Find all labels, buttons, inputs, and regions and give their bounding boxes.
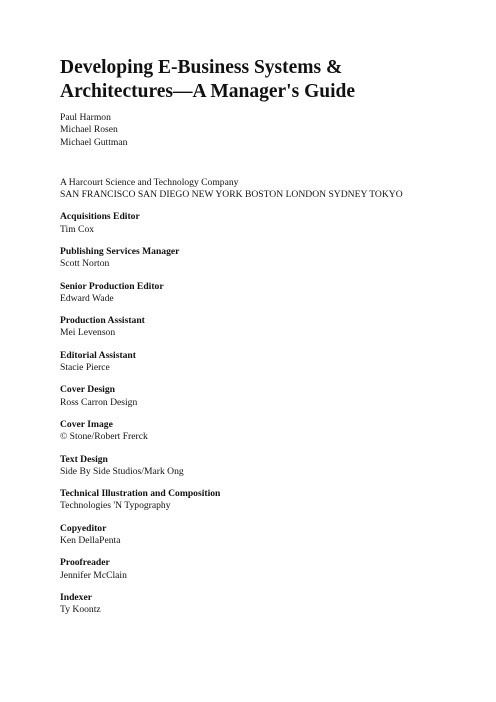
credit-role: Acquisitions Editor [60, 211, 140, 223]
credit-entry [60, 350, 480, 374]
credit-name: Ross Carron Design [60, 396, 138, 408]
credit-name: Tim Cox [60, 223, 95, 235]
credit-name: Mei Levenson [60, 327, 116, 339]
author-list [60, 112, 480, 149]
credit-name: Jennifer McClain [60, 569, 127, 581]
credit-role: Cover Image [60, 419, 113, 431]
credit-entry [60, 419, 480, 443]
author-name: Paul Harmon [60, 112, 111, 123]
credit-name: Edward Wade [60, 292, 114, 304]
credit-entry [60, 246, 480, 270]
credit-role: Copyeditor [60, 522, 107, 534]
author-name: Michael Rosen [60, 124, 118, 136]
credit-entry [60, 557, 480, 581]
credit-role: Senior Production Editor [60, 280, 164, 292]
credit-name: Stacie Pierce [60, 362, 110, 374]
book-title-line-1: Developing E-Business Systems & [60, 57, 343, 78]
credit-entry [60, 488, 480, 512]
credit-role: Publishing Services Manager [60, 246, 180, 258]
credit-entry [60, 454, 480, 478]
credit-name: Side By Side Studios/Mark Ong [60, 465, 184, 477]
credit-entry [60, 592, 480, 616]
credits-list [60, 211, 480, 616]
credit-entry [60, 281, 480, 305]
credit-role: Technical Illustration and Composition [60, 488, 221, 500]
credit-name: © Stone/Robert Frerck [60, 431, 148, 443]
author-name: Michael Guttman [60, 136, 128, 148]
credit-role: Cover Design [60, 384, 115, 396]
credit-name: Ken DellaPenta [60, 535, 121, 547]
credit-role: Text Design [60, 453, 108, 465]
credit-role: Indexer [60, 592, 92, 604]
credit-name: Scott Norton [60, 258, 110, 270]
publisher-block [60, 177, 480, 202]
credit-name: Technologies 'N Typography [60, 500, 171, 512]
credit-entry [60, 211, 480, 235]
credit-role: Production Assistant [60, 315, 145, 327]
credit-entry [60, 384, 480, 408]
credit-entry [60, 523, 480, 547]
document-page [60, 56, 480, 627]
credit-name: Ty Koontz [60, 604, 101, 616]
publisher-line: A Harcourt Science and Technology Company [60, 176, 239, 188]
credit-role: Proofreader [60, 557, 110, 569]
credit-entry [60, 315, 480, 339]
book-title [60, 56, 480, 104]
publisher-cities: SAN FRANCISCO SAN DIEGO NEW YORK BOSTON LONDON SYDNEY TOKYO [60, 189, 403, 201]
book-title-line-2: Architectures—A Manager's Guide [60, 81, 355, 102]
credit-role: Editorial Assistant [60, 349, 136, 361]
